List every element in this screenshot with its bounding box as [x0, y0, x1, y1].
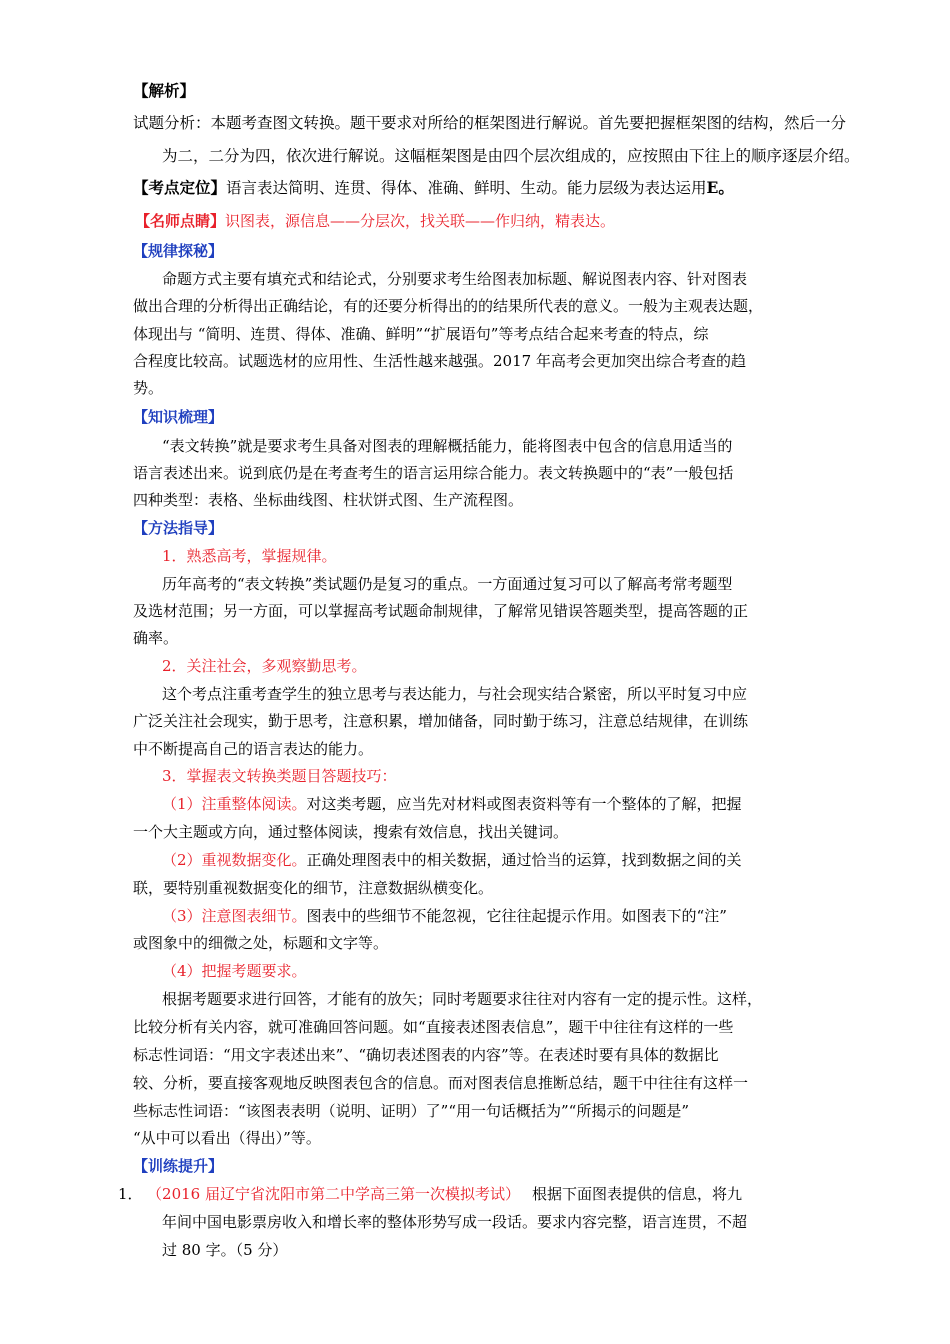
skill-4-line: 标志性词语：“用文字表述出来”、“确切表述图表的内容”等。在表述时要有具体的数据比: [133, 1046, 719, 1064]
skill-1-line-2: 一个大主题或方向，通过整体阅读，搜索有效信息，找出关键词。: [133, 823, 569, 841]
skill-2-title: （2）重视数据变化。: [162, 851, 307, 869]
training-heading: 【训练提升】: [133, 1157, 224, 1175]
skill-4-line: 根据考题要求进行回答，才能有的放矢；同时考题要求往往对内容有一定的提示性。这样，: [162, 990, 763, 1008]
rules-line: 合程度比较高。试题选材的应用性、生活性越来越强。2017 年高考会更加突出综合考查的趋: [133, 352, 746, 370]
skill-3: [162, 905, 727, 927]
rules-line: 命题方式主要有填充式和结论式，分别要求考生给图表加标题、解说图表内容、针对图表: [162, 270, 748, 288]
method-point-1-title: 1．熟悉高考，掌握规律。: [162, 547, 337, 565]
skill-4-line: 较、分析，要直接客观地反映图表包含的信息。而对图表信息推断总结，题干中往往有这样一: [133, 1074, 749, 1092]
method-point-2-line: 中不断提高自己的语言表达的能力。: [133, 740, 374, 758]
question-text: 根据下面图表提供的信息，将九: [532, 1185, 743, 1203]
question-line-2: 年间中国电影票房收入和增长率的整体形势写成一段话。要求内容完整，语言连贯，不超: [162, 1213, 748, 1231]
rules-line: 体现出与 “简明、连贯、得体、准确、鲜明”“扩展语句”等考点结合起来考查的特点，综: [133, 325, 709, 343]
method-heading: 【方法指导】: [133, 519, 224, 537]
skill-2: [162, 849, 742, 871]
question-source: （2016 届辽宁省沈阳市第二中学高三第一次模拟考试）: [154, 1185, 520, 1203]
skill-2-text: 正确处理图表中的相关数据，通过恰当的运算，找到数据之间的关: [306, 851, 742, 869]
method-point-2-title: 2．关注社会，多观察勤思考。: [162, 657, 367, 675]
skill-1-text: 对这类考题，应当先对材料或图表资料等有一个整体的了解，把握: [306, 795, 742, 813]
question-line-3: 过 80 字。（5 分）: [162, 1241, 288, 1259]
method-point-1-line: 历年高考的“表文转换”类试题仍是复习的重点。一方面通过复习可以了解高考常考题型: [162, 575, 733, 593]
kaodian-line: [133, 177, 734, 199]
analysis-line-1: 试题分析：本题考查图文转换。题干要求对所给的框架图进行解说。首先要把握框架图的结构，然后一分: [133, 114, 847, 132]
kaodian-label: 【考点定位】: [133, 179, 227, 197]
method-point-1-line: 确率。: [133, 629, 179, 647]
skill-4-title: （4）把握考题要求。: [162, 962, 307, 980]
skill-1: [162, 793, 742, 815]
rules-line: 势。: [133, 379, 164, 397]
skill-2-line-2: 联，要特别重视数据变化的细节，注意数据纵横变化。: [133, 879, 494, 897]
skill-3-line-2: 或图象中的细微之处，标题和文字等。: [133, 934, 389, 952]
knowledge-line: “表文转换”就是要求考生具备对图表的理解概括能力，能将图表中包含的信息用适当的: [162, 437, 733, 455]
skill-4-line: “从中可以看出（得出）”等。: [133, 1129, 321, 1147]
rules-line: 做出合理的分析得出正确结论，有的还要分析得出的的结果所代表的意义。一般为主观表达题，: [133, 297, 764, 315]
teacher-tip-label: 【名师点睛】: [135, 212, 226, 230]
method-point-3-title: 3．掌握表文转换类题目答题技巧：: [162, 767, 397, 785]
teacher-tip-text: 识图表，源信息——分层次，找关联——作归纳，精表达。: [225, 212, 616, 230]
skill-4-line: 比较分析有关内容，就可准确回答问题。如“直接表述图表信息”，题干中往往有这样的一些: [133, 1018, 734, 1036]
knowledge-line: 四种类型：表格、坐标曲线图、柱状饼式图、生产流程图。: [133, 491, 524, 509]
skill-4-line: 些标志性词语：“该图表表明（说明、证明）了”“用一句话概括为”“所揭示的问题是”: [133, 1102, 690, 1120]
rules-heading: 【规律探秘】: [133, 242, 224, 260]
kaodian-level: E。: [706, 178, 734, 197]
skill-1-title: （1）注重整体阅读。: [162, 795, 307, 813]
method-point-1-line: 及选材范围；另一方面，可以掌握高考试题命制规律，了解常见错误答题类型，提高答题的正: [133, 602, 749, 620]
analysis-heading: 【解析】: [133, 82, 196, 100]
kaodian-text: 语言表达简明、连贯、得体、准确、鲜明、生动。能力层级为表达运用: [226, 179, 707, 197]
question-1: [118, 1183, 742, 1205]
method-point-2-line: 广泛关注社会现实，勤于思考，注意积累，增加储备，同时勤于练习，注意总结规律，在训练: [133, 712, 749, 730]
method-point-2-line: 这个考点注重考查学生的独立思考与表达能力，与社会现实结合紧密，所以平时复习中应: [162, 685, 748, 703]
analysis-line-2: 为二，二分为四，依次进行解说。这幅框架图是由四个层次组成的，应按照由下往上的顺序逐层介绍。: [162, 147, 860, 165]
knowledge-line: 语言表述出来。说到底仍是在考查考生的语言运用综合能力。表文转换题中的“表”一般包括: [133, 464, 734, 482]
question-number: 1．: [118, 1185, 143, 1203]
skill-3-title: （3）注意图表细节。: [162, 907, 307, 925]
teacher-tip: [135, 210, 615, 232]
knowledge-heading: 【知识梳理】: [133, 408, 224, 426]
skill-3-text: 图表中的些细节不能忽视，它往往起提示作用。如图表下的“注”: [306, 907, 727, 925]
